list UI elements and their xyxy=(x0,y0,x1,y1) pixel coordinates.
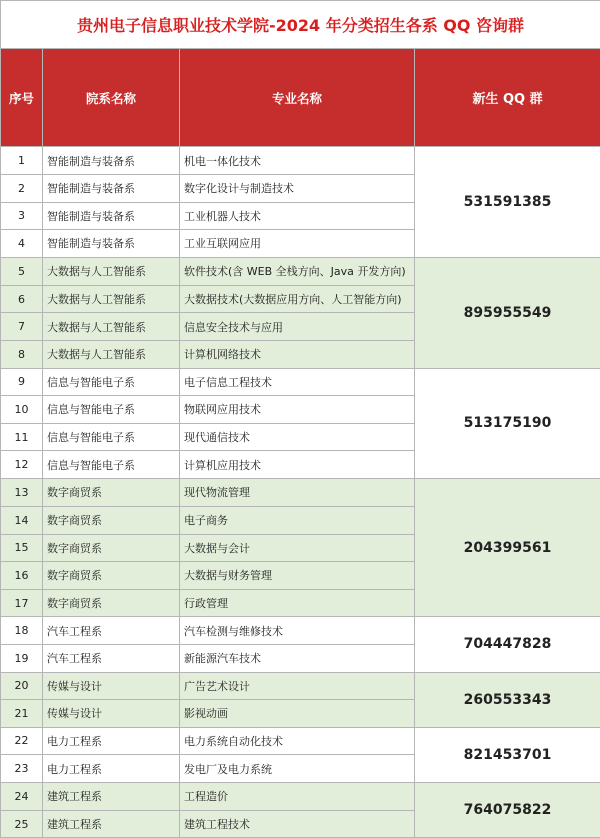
department-name: 建筑工程系 xyxy=(43,810,180,838)
row-index: 16 xyxy=(1,562,43,590)
row-index: 25 xyxy=(1,810,43,838)
major-name: 现代通信技术 xyxy=(180,423,415,451)
major-name: 计算机应用技术 xyxy=(180,451,415,479)
department-name: 信息与智能电子系 xyxy=(43,368,180,396)
major-name: 工业机器人技术 xyxy=(180,202,415,230)
row-index: 22 xyxy=(1,727,43,755)
qq-group-number: 764075822 xyxy=(415,782,600,838)
qq-group-number: 260553343 xyxy=(415,672,600,727)
row-index: 23 xyxy=(1,755,43,783)
major-name: 电力系统自动化技术 xyxy=(180,727,415,755)
department-name: 电力工程系 xyxy=(43,727,180,755)
major-name: 广告艺术设计 xyxy=(180,672,415,700)
row-index: 20 xyxy=(1,672,43,700)
major-name: 机电一体化技术 xyxy=(180,147,415,175)
major-name: 工程造价 xyxy=(180,782,415,810)
department-name: 大数据与人工智能系 xyxy=(43,340,180,368)
major-name: 电子信息工程技术 xyxy=(180,368,415,396)
major-name: 大数据与会计 xyxy=(180,534,415,562)
major-name: 发电厂及电力系统 xyxy=(180,755,415,783)
department-name: 数字商贸系 xyxy=(43,534,180,562)
row-index: 19 xyxy=(1,644,43,672)
department-name: 数字商贸系 xyxy=(43,589,180,617)
department-name: 信息与智能电子系 xyxy=(43,451,180,479)
row-index: 12 xyxy=(1,451,43,479)
department-name: 大数据与人工智能系 xyxy=(43,313,180,341)
table-row xyxy=(1,257,600,285)
major-name: 工业互联网应用 xyxy=(180,230,415,258)
qq-group-number: 513175190 xyxy=(415,368,600,478)
header-row xyxy=(1,49,600,147)
department-name: 传媒与设计 xyxy=(43,672,180,700)
row-index: 7 xyxy=(1,313,43,341)
major-name: 计算机网络技术 xyxy=(180,340,415,368)
header-major: 专业名称 xyxy=(180,49,415,147)
row-index: 5 xyxy=(1,257,43,285)
table-row xyxy=(1,617,600,645)
department-name: 建筑工程系 xyxy=(43,782,180,810)
table-row xyxy=(1,782,600,810)
department-name: 数字商贸系 xyxy=(43,478,180,506)
page-title: 贵州电子信息职业技术学院-2024 年分类招生各系 QQ 咨询群 xyxy=(1,1,600,49)
table-row xyxy=(1,672,600,700)
major-name: 行政管理 xyxy=(180,589,415,617)
row-index: 18 xyxy=(1,617,43,645)
title-row xyxy=(1,1,600,49)
row-index: 3 xyxy=(1,202,43,230)
row-index: 15 xyxy=(1,534,43,562)
row-index: 4 xyxy=(1,230,43,258)
major-name: 影视动画 xyxy=(180,700,415,728)
row-index: 2 xyxy=(1,175,43,203)
major-name: 建筑工程技术 xyxy=(180,810,415,838)
row-index: 8 xyxy=(1,340,43,368)
department-name: 信息与智能电子系 xyxy=(43,396,180,424)
major-name: 现代物流管理 xyxy=(180,478,415,506)
major-name: 软件技术(含 WEB 全栈方向、Java 开发方向) xyxy=(180,257,415,285)
department-name: 智能制造与装备系 xyxy=(43,175,180,203)
table-row xyxy=(1,368,600,396)
major-name: 大数据与财务管理 xyxy=(180,562,415,590)
row-index: 10 xyxy=(1,396,43,424)
major-name: 新能源汽车技术 xyxy=(180,644,415,672)
department-name: 智能制造与装备系 xyxy=(43,202,180,230)
qq-group-number: 821453701 xyxy=(415,727,600,782)
table-row xyxy=(1,478,600,506)
department-name: 数字商贸系 xyxy=(43,562,180,590)
department-name: 智能制造与装备系 xyxy=(43,230,180,258)
major-name: 大数据技术(大数据应用方向、人工智能方向) xyxy=(180,285,415,313)
row-index: 9 xyxy=(1,368,43,396)
qq-group-number: 895955549 xyxy=(415,257,600,368)
department-name: 智能制造与装备系 xyxy=(43,147,180,175)
major-name: 电子商务 xyxy=(180,506,415,534)
major-name: 数字化设计与制造技术 xyxy=(180,175,415,203)
department-name: 大数据与人工智能系 xyxy=(43,257,180,285)
header-department: 院系名称 xyxy=(43,49,180,147)
department-name: 数字商贸系 xyxy=(43,506,180,534)
department-name: 电力工程系 xyxy=(43,755,180,783)
major-name: 信息安全技术与应用 xyxy=(180,313,415,341)
department-name: 汽车工程系 xyxy=(43,617,180,645)
qq-group-number: 204399561 xyxy=(415,478,600,616)
row-index: 14 xyxy=(1,506,43,534)
department-name: 传媒与设计 xyxy=(43,700,180,728)
header-qq: 新生 QQ 群 xyxy=(415,49,600,147)
qq-group-number: 704447828 xyxy=(415,617,600,672)
qq-group-number: 531591385 xyxy=(415,147,600,258)
department-name: 信息与智能电子系 xyxy=(43,423,180,451)
table-row xyxy=(1,727,600,755)
department-name: 大数据与人工智能系 xyxy=(43,285,180,313)
header-index: 序号 xyxy=(1,49,43,147)
department-name: 汽车工程系 xyxy=(43,644,180,672)
major-name: 物联网应用技术 xyxy=(180,396,415,424)
row-index: 21 xyxy=(1,700,43,728)
row-index: 1 xyxy=(1,147,43,175)
row-index: 17 xyxy=(1,589,43,617)
row-index: 13 xyxy=(1,478,43,506)
row-index: 6 xyxy=(1,285,43,313)
row-index: 24 xyxy=(1,782,43,810)
table-row xyxy=(1,147,600,175)
major-name: 汽车检测与维修技术 xyxy=(180,617,415,645)
row-index: 11 xyxy=(1,423,43,451)
